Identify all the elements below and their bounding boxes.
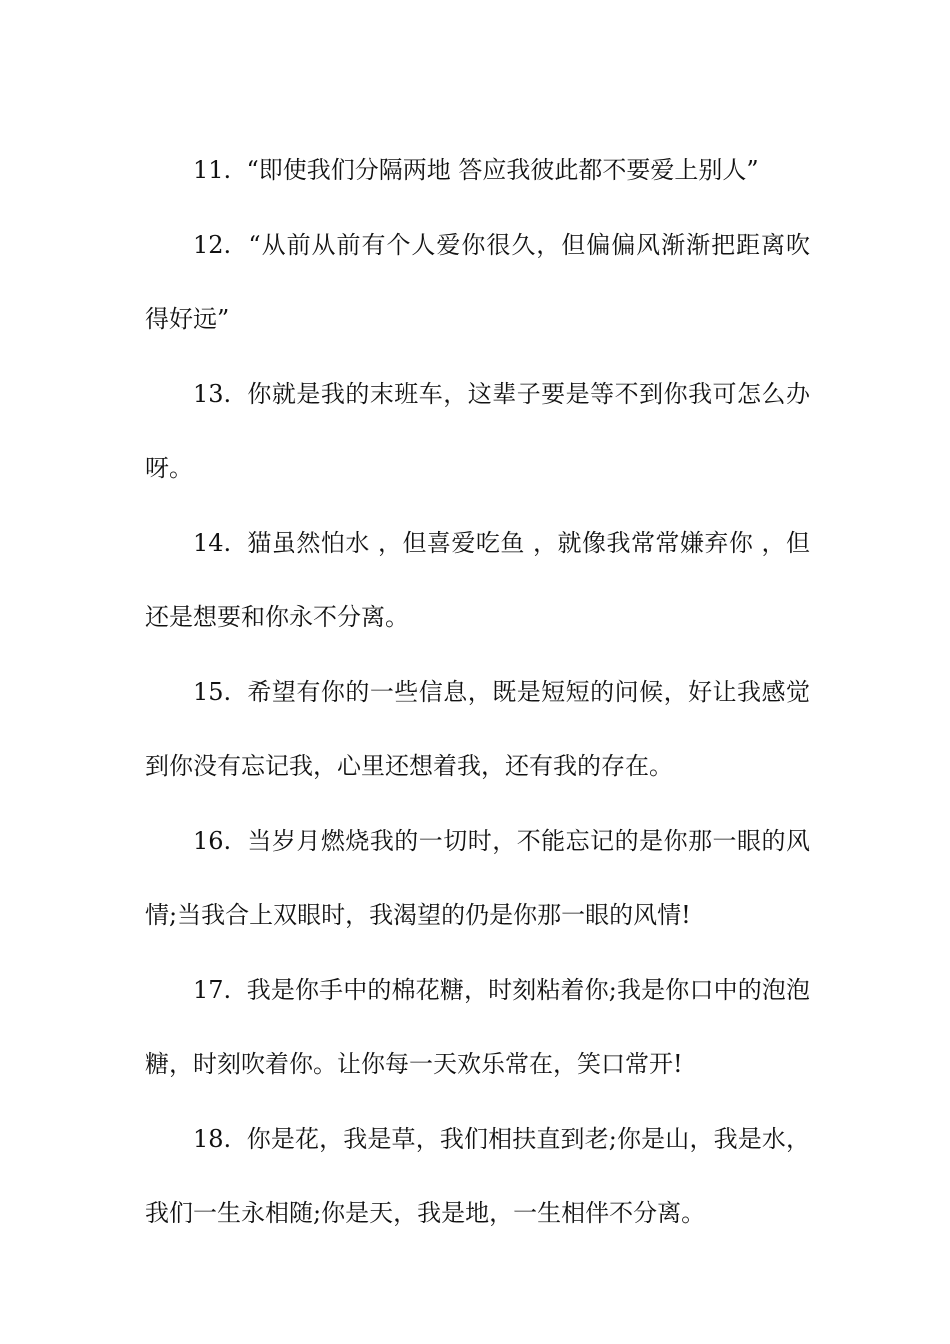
- paragraph-11: [145, 133, 810, 208]
- paragraph-text: “从前从前有个人爱你很久，但偏偏风渐渐把距离吹得好远”: [145, 230, 810, 333]
- paragraph-text: 希望有你的一些信息，既是短短的问候，好让我感觉到你没有忘记我，心里还想着我，还有我的存在。: [145, 677, 811, 780]
- paragraph-text: 当岁月燃烧我的一切时，不能忘记的是你那一眼的风情;当我合上双眼时，我渴望的仍是你那一眼的风情!: [145, 826, 811, 929]
- paragraph-15: [145, 655, 810, 804]
- paragraph-number: 12.: [193, 230, 232, 259]
- document-body: [145, 133, 810, 1251]
- paragraph-number: 13.: [193, 379, 232, 408]
- paragraph-number: 18.: [193, 1124, 232, 1153]
- paragraph-text: 猫虽然怕水 ，但喜爱吃鱼 ，就像我常常嫌弃你 ，但还是想要和你永不分离。: [145, 528, 810, 631]
- paragraph-number: 16.: [193, 826, 232, 855]
- paragraph-text: 你就是我的末班车，这辈子要是等不到你我可怎么办呀。: [145, 379, 811, 482]
- paragraph-16: [145, 804, 810, 953]
- paragraph-17: [145, 953, 810, 1102]
- paragraph-number: 17.: [193, 975, 232, 1004]
- paragraph-number: 11.: [193, 156, 232, 184]
- paragraph-13: [145, 357, 810, 506]
- paragraph-14: [145, 506, 810, 655]
- paragraph-12: [145, 208, 810, 357]
- paragraph-text: 我是你手中的棉花糖，时刻粘着你;我是你口中的泡泡糖，时刻吹着你。让你每一天欢乐常在，笑口常开!: [145, 975, 810, 1078]
- paragraph-number: 14.: [193, 528, 232, 557]
- paragraph-text: “即使我们分隔两地 答应我彼此都不要爱上别人”: [246, 156, 759, 184]
- paragraph-number: 15.: [193, 677, 232, 706]
- paragraph-18: [145, 1102, 810, 1251]
- paragraph-text: 你是花，我是草，我们相扶直到老;你是山，我是水，我们一生永相随;你是天，我是地，一生相伴不分离。: [145, 1124, 810, 1227]
